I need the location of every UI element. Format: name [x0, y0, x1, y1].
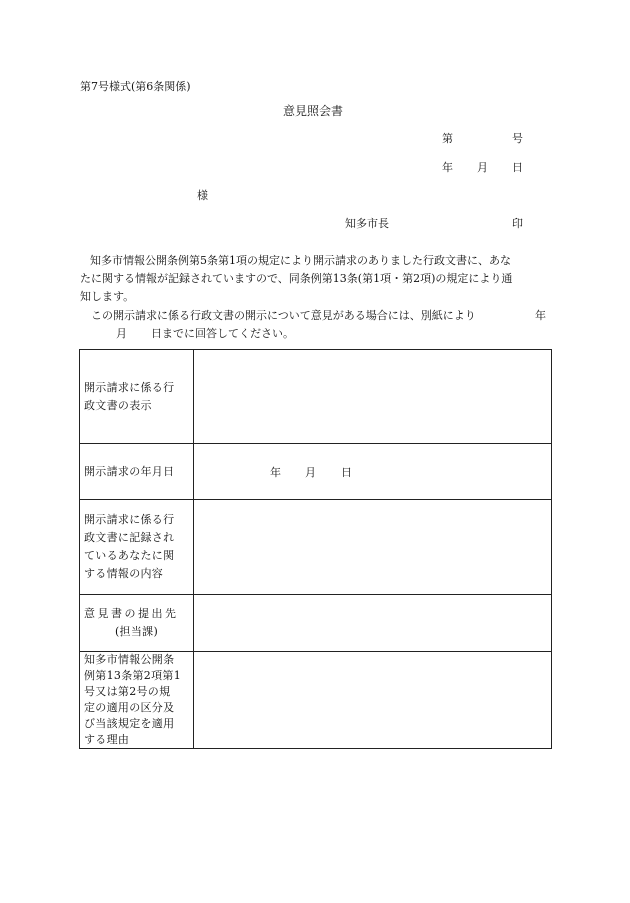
- reply-month-label: 月: [116, 327, 127, 340]
- document-title: 意見照会書: [283, 104, 344, 118]
- label-request-date: 開示請求の年月日: [80, 444, 194, 500]
- doc-number-suffix: 号: [512, 132, 523, 145]
- date-month-label: 月: [477, 161, 488, 174]
- label-recorded-info: 開示請求に係る行 政文書に記録され ているあなたに関 する情報の内容: [80, 500, 194, 595]
- label-exemption-reason: 知多市情報公開条 例第13条第2項第1 号又は第2号の規 定の適用の区分及 び当該規定を適用 する理由: [80, 652, 194, 749]
- label-submission-destination: 意見書の提出先 (担当課): [80, 595, 194, 652]
- table-row: [80, 350, 552, 444]
- date-year-label: 年: [442, 161, 453, 174]
- body-paragraph-2-line-2: 日までに回答してください。: [151, 327, 294, 340]
- value-submission-destination[interactable]: [194, 595, 552, 652]
- addressee-suffix: 様: [197, 189, 208, 202]
- body-paragraph-2-line-1: この開示請求に係る行政文書の開示について意見がある場合には、別紙により: [91, 309, 476, 322]
- form-number: 第7号様式(第6条関係): [80, 80, 191, 93]
- table-row: [80, 595, 552, 652]
- table-row: [80, 500, 552, 595]
- doc-number-prefix: 第: [442, 132, 453, 145]
- table-row: [80, 652, 552, 749]
- label-document-display: 開示請求に係る行 政文書の表示: [80, 350, 194, 444]
- information-form-table: [79, 349, 552, 749]
- value-document-display[interactable]: [194, 350, 552, 444]
- value-exemption-reason[interactable]: [194, 652, 552, 749]
- table-row: [80, 444, 552, 500]
- request-date-month: 月: [305, 465, 316, 479]
- body-line: 知多市情報公開条例第5条第1項の規定により開示請求のありました行政文書に、あな: [90, 254, 511, 267]
- date-day-label: 日: [512, 161, 523, 174]
- value-recorded-info[interactable]: [194, 500, 552, 595]
- value-request-date[interactable]: [194, 444, 552, 500]
- body-paragraph-1: [80, 252, 550, 306]
- reply-year-label: 年: [535, 309, 546, 322]
- body-line: たに関する情報が記録されていますので、同条例第13条(第1項・第2項)の規定により通: [80, 272, 513, 285]
- request-date-year: 年: [270, 465, 281, 479]
- request-date-day: 日: [341, 465, 352, 479]
- body-line: 知します。: [80, 290, 135, 303]
- sender-name: 知多市長: [345, 217, 389, 230]
- seal-mark: 印: [512, 217, 523, 230]
